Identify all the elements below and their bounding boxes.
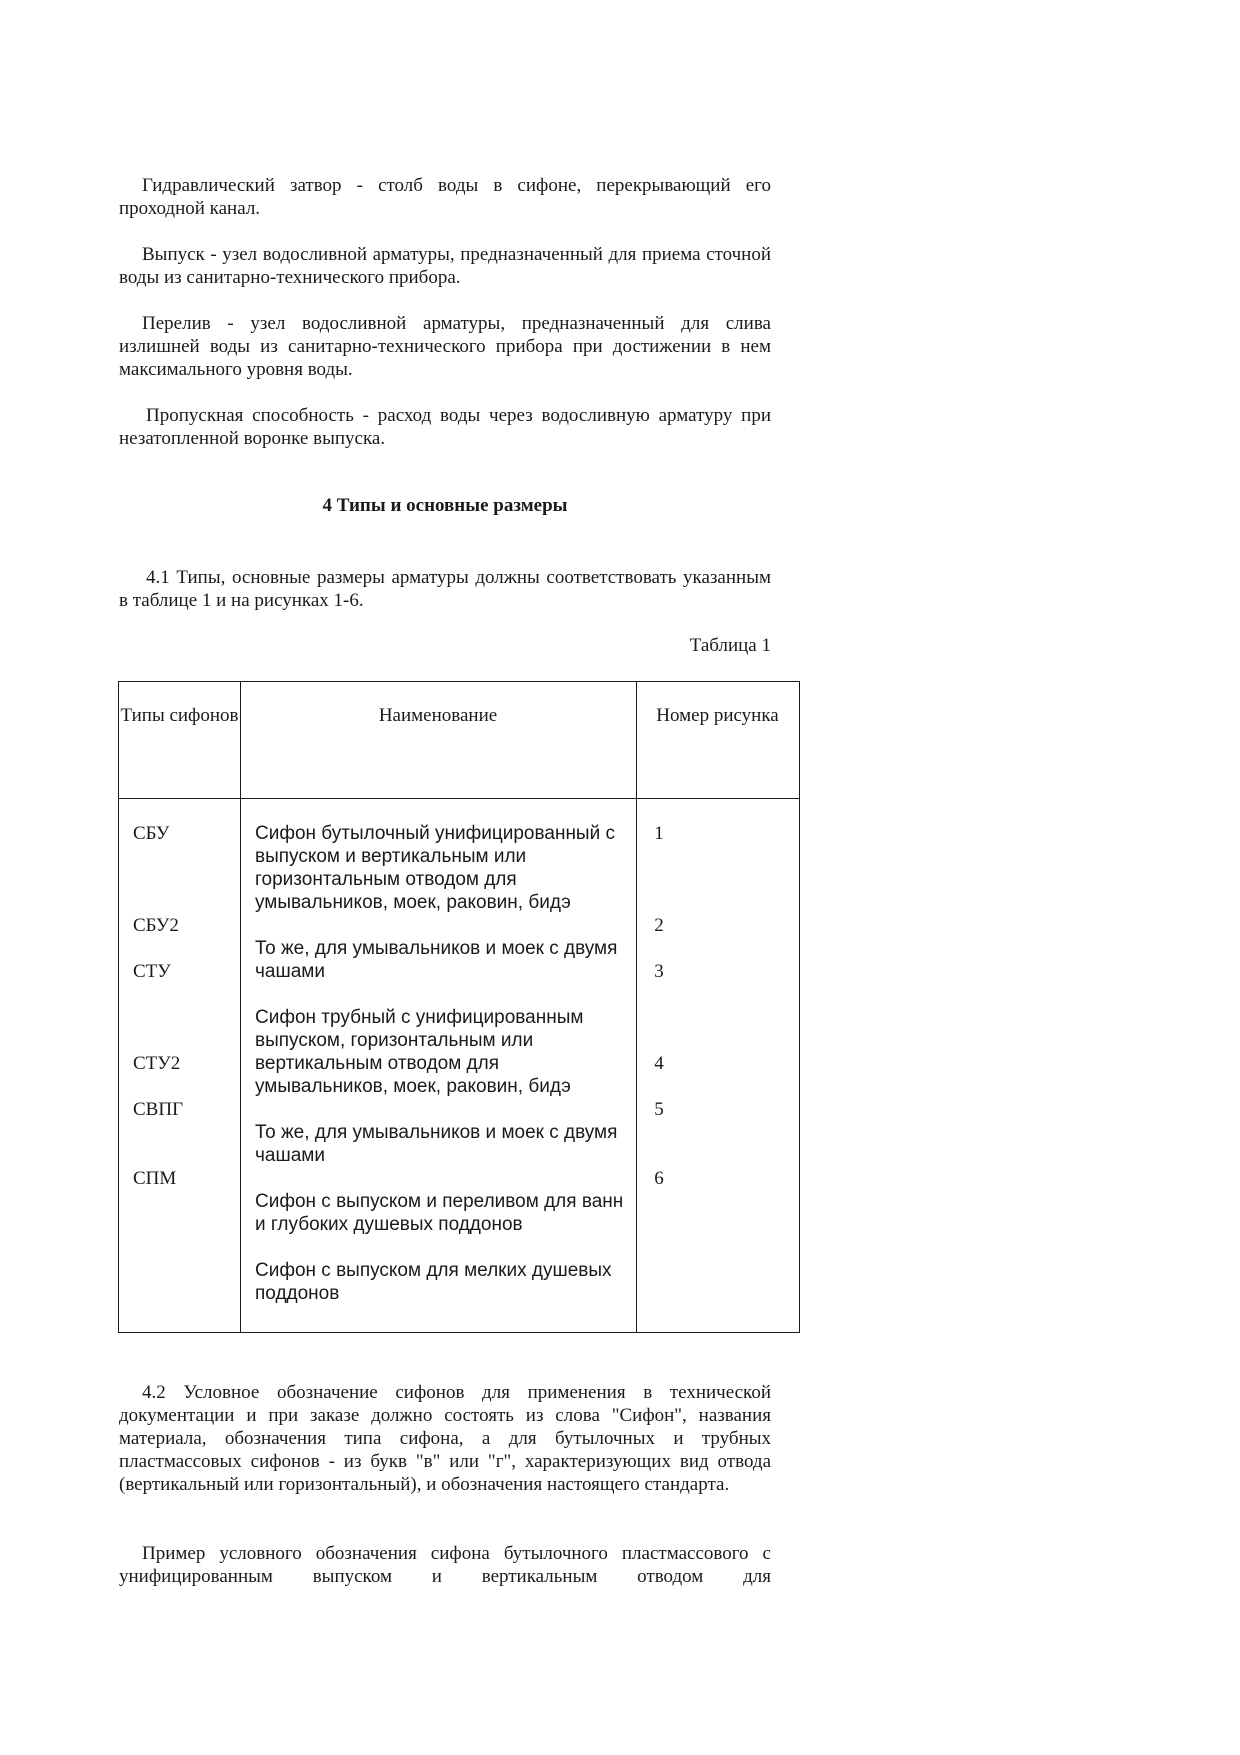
table-header-divider: [119, 798, 799, 799]
figure-number-cell: 6: [654, 1168, 664, 1189]
paragraph-throughput: Пропускная способность - расход воды через водосливную арматуру при незатопленной воронке выпуска.: [119, 405, 771, 449]
table-caption: Таблица 1: [689, 635, 771, 656]
figure-number-cell: 5: [654, 1099, 664, 1120]
type-cell: СПМ: [133, 1168, 177, 1189]
description-cell: Сифон с выпуском для мелких душевых поддонов: [255, 1260, 612, 1304]
table-column-divider: [636, 682, 637, 1332]
type-cell: СБУ2: [133, 915, 179, 936]
description-cell: То же, для умывальников и моек с двумя чашами: [255, 1122, 618, 1166]
type-cell: СТУ2: [133, 1053, 181, 1074]
figure-number-cell: 4: [654, 1053, 664, 1074]
figure-number-cell: 3: [654, 961, 664, 982]
section-heading: 4 Типы и основные размеры: [322, 495, 568, 516]
description-cell: То же, для умывальников и моек с двумя чашами: [255, 938, 618, 982]
type-cell: СВПГ: [133, 1099, 184, 1120]
paragraph-4-2: 4.2 Условное обозначение сифонов для применения в технической документации и при заказе должно состоять из слова "Сифон", названия материала, обозначения типа сифона, а для бутылочных и трубных пластмассовых сифонов - из букв "в" или "г", характеризующих вид отвода (вертикальный или горизонтальный), и обозначения настоящего стандарта.: [119, 1382, 771, 1495]
paragraph-outlet: Выпуск - узел водосливной арматуры, предназначенный для приема сточной воды из санитарно-технического прибора.: [119, 244, 771, 288]
paragraph-example: Пример условного обозначения сифона бутылочного пластмассового с унифицированным выпуском и вертикальным отводом для: [119, 1543, 771, 1587]
header-figure-number: Номер рисунка: [656, 705, 779, 726]
table-column-divider: [240, 682, 241, 1332]
description-cell: Сифон с выпуском и переливом для ванн и глубоких душевых поддонов: [255, 1191, 624, 1235]
description-column: [255, 822, 635, 1328]
header-types: Типы сифонов: [120, 705, 239, 726]
figure-number-cell: 1: [654, 823, 664, 844]
siphon-types-table: [118, 681, 800, 1333]
type-cell: СБУ: [133, 823, 170, 844]
paragraph-hydraulic-seal: Гидравлический затвор - столб воды в сифоне, перекрывающий его проходной канал.: [119, 175, 771, 219]
paragraph-overflow: Перелив - узел водосливной арматуры, предназначенный для слива излишней воды из санитарно-технического прибора при достижении в нем максимального уровня воды.: [119, 313, 771, 380]
description-cell: Сифон трубный с унифицированным выпуском, горизонтальным или вертикальным отводом для умывальников, моек, раковин, бидэ: [255, 1007, 584, 1097]
paragraph-4-1: 4.1 Типы, основные размеры арматуры должны соответствовать указанным в таблице 1 и на рисунках 1-6.: [119, 567, 771, 611]
figure-number-cell: 2: [654, 915, 664, 936]
header-name: Наименование: [378, 705, 498, 726]
type-cell: СТУ: [133, 961, 171, 982]
description-cell: Сифон бутылочный унифицированный с выпуском и вертикальным или горизонтальным отводом для умывальников, моек, раковин, бидэ: [255, 823, 615, 913]
